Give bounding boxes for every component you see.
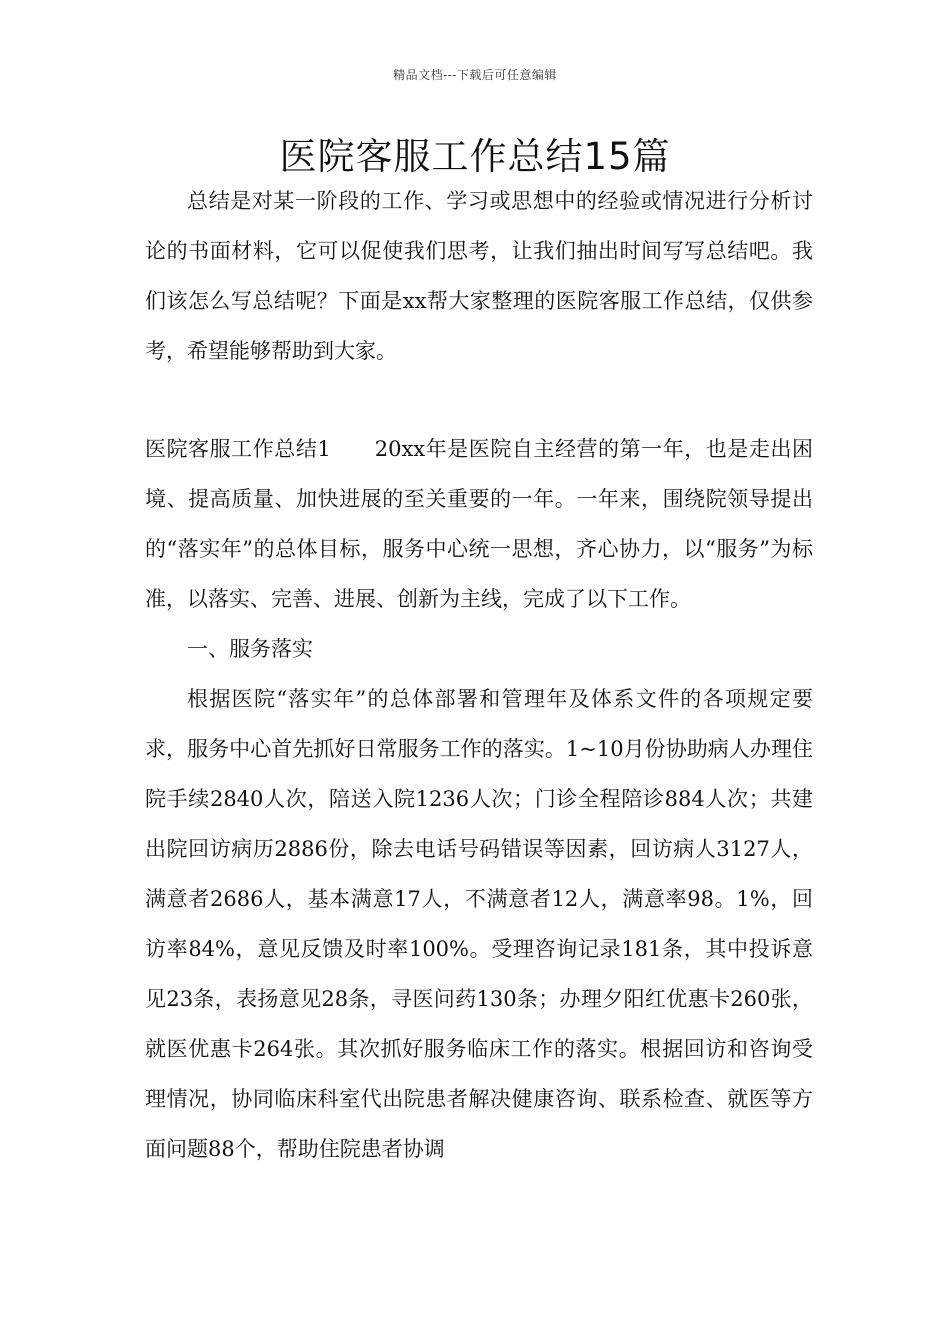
- paragraph-gap: [145, 376, 813, 424]
- section-1-lead: 20xx年是医院自主经营的第一年，也是走出困境、提高质量、加快进展的至关重要的一年。一年来，围绕院领导提出的“落实年”的总体目标，服务中心统一思想，齐心协力，以“服务”为标准，以落实、完善、进展、创新为主线，完成了以下工作。: [145, 437, 813, 611]
- section-1-lead-paragraph: [145, 424, 813, 624]
- section-1-subheading: 一、服务落实: [187, 637, 313, 661]
- intro-paragraph: 总结是对某一阶段的工作、学习或思想中的经验或情况进行分析讨论的书面材料，它可以促使我们思考，让我们抽出时间写写总结吧。我们该怎么写总结呢？下面是xx帮大家整理的医院客服工作总结，仅供参考，希望能够帮助到大家。: [145, 189, 813, 363]
- section-1-paragraph: 根据医院“落实年”的总体部署和管理年及体系文件的各项规定要求，服务中心首先抓好日常服务工作的落实。1~10月份协助病人办理住院手续2840人次，陪送入院1236人次；门诊全程陪诊884人次；共建出院回访病历2886份，除去电话号码错误等因素，回访病人3127人，满意者2686人，基本满意17人，不满意者12人，满意率98。1%，回访率84%，意见反馈及时率100%。受理咨询记录181条，其中投诉意见23条，表扬意见28条，寻医问药130条；办理夕阳红优惠卡260张，就医优惠卡264张。其次抓好服务临床工作的落实。根据回访和咨询受理情况，协同临床科室代出院患者解决健康咨询、联系检查、就医等方面问题88个，帮助住院患者协调: [145, 687, 813, 1161]
- document-title: 医院客服工作总结15篇: [279, 135, 671, 178]
- document-body: [145, 176, 813, 1174]
- section-1-heading: 医院客服工作总结1: [145, 437, 331, 461]
- header-note: 精品文档---下载后可任意编辑: [393, 68, 557, 82]
